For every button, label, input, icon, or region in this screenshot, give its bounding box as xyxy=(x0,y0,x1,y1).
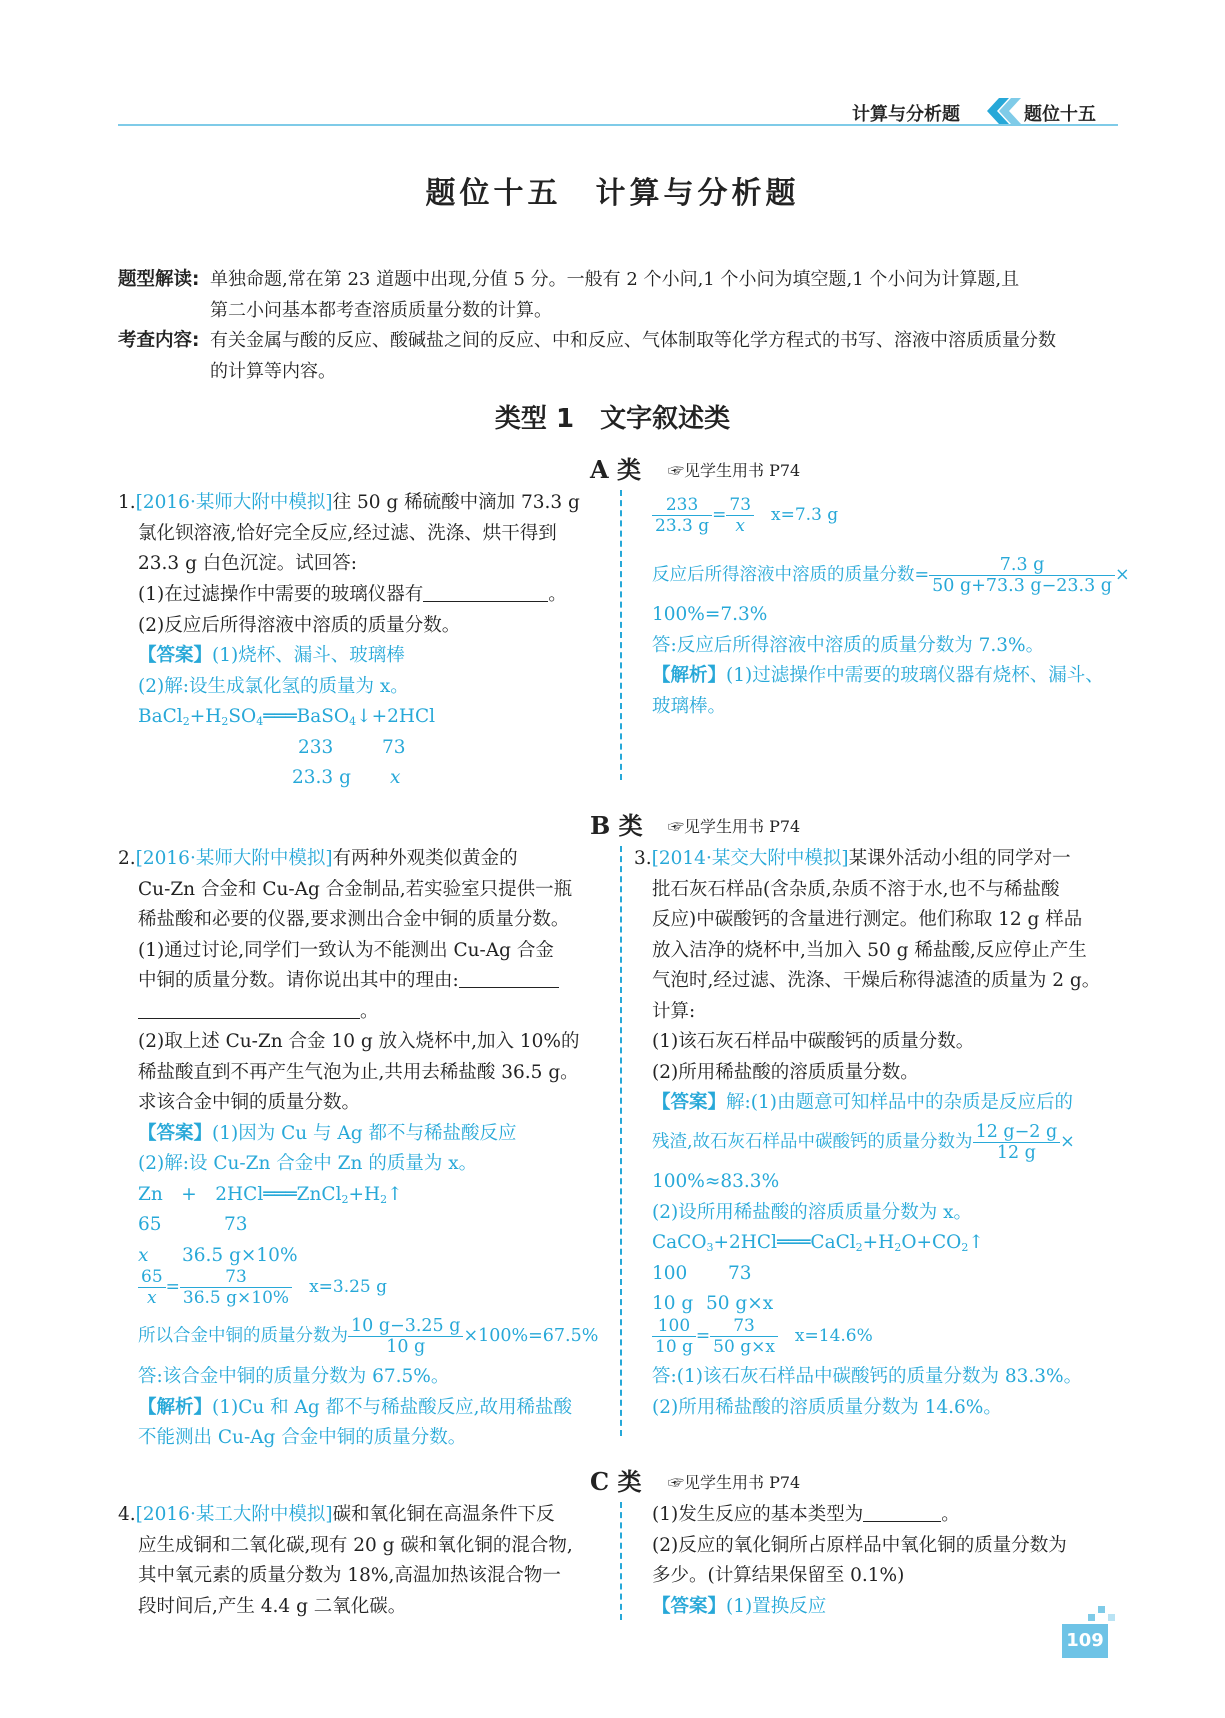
q3-line5: 气泡时,经过滤、洗涤、干燥后称得滤渣的质量为 2 g。 xyxy=(652,970,1101,991)
pointing-hand-icon: ☞ xyxy=(668,461,685,480)
q1-answer2: (2)解:设生成氯化氢的质量为 x。 xyxy=(138,676,409,697)
q2-ratio-row1b: 73 xyxy=(224,1214,248,1235)
page-title: 题位十五 计算与分析题 xyxy=(425,176,800,211)
intro-text-1b: 第二小问基本都考查溶质质量分数的计算。 xyxy=(210,300,552,321)
q4-right3: 多少。(计算结果保留至 0.1%) xyxy=(652,1565,905,1586)
q2-line3: 稀盐酸和必要的仪器,要求测出合金中铜的质量分数。 xyxy=(138,909,570,930)
double-chevron-icon xyxy=(985,96,1025,126)
intro-label-2: 考查内容: xyxy=(118,330,200,351)
q3-ratio-row1a: 100 xyxy=(652,1263,688,1284)
q2-blank-1[interactable] xyxy=(459,969,559,988)
intro-text-2b: 的计算等内容。 xyxy=(210,361,336,382)
q2-source: [2016·某师大附中模拟] xyxy=(135,848,333,869)
q1-line4: (1)在过滤操作中需要的玻璃仪器有 。 xyxy=(138,584,567,605)
q1-line3: 23.3 g 白色沉淀。试回答: xyxy=(138,553,358,574)
q1-answer1: 【答案】(1)烧杯、漏斗、玻璃棒 xyxy=(138,645,405,666)
pointing-hand-icon: ☞ xyxy=(668,1473,685,1492)
q2-line8: 稀盐酸直到不再产生气泡为止,共用去稀盐酸 36.5 g。 xyxy=(138,1062,579,1083)
q1-line2: 氯化钡溶液,恰好完全反应,经过滤、洗涤、烘干得到 xyxy=(138,523,557,544)
q2-line6: 。 xyxy=(138,997,379,1028)
q2-line9: 求该合金中铜的质量分数。 xyxy=(138,1092,361,1113)
q2-ratio-row2a: x xyxy=(138,1245,149,1266)
column-divider-c xyxy=(620,1502,622,1620)
q3-ratio-row1b: 73 xyxy=(728,1263,752,1284)
ref-c: ☞见学生用书 P74 xyxy=(668,1473,801,1492)
q2-copper-fraction: 所以合金中铜的质量分数为 $\frac{10 g-3.25 g}{10 g}$ ×100%=67.5% xyxy=(138,1316,599,1357)
q2-line4: (1)通过讨论,同学们一致认为不能测出 Cu-Ag 合金 xyxy=(138,940,554,961)
q3-line3: 反应)中碳酸钙的含量进行测定。他们称取 12 g 样品 xyxy=(652,909,1083,930)
intro-text-1a: 单独命题,常在第 23 道题中出现,分值 5 分。一般有 2 个小问,1 个小问为填空题,1 个小问为计算题,且 xyxy=(210,269,1020,290)
q3-answer3: 100%≈83.3% xyxy=(652,1171,780,1192)
header-right-text: 题位十五 xyxy=(1024,104,1096,125)
q2-line1: 2.[2016·某师大附中模拟]有两种外观类似黄金的 xyxy=(118,848,518,869)
q1-source: [2016·某师大附中模拟] xyxy=(135,492,333,513)
q2-ratio-row1a: 65 xyxy=(138,1214,162,1235)
q4-right1: (1)发生反应的基本类型为 。 xyxy=(652,1504,960,1525)
column-divider-b xyxy=(620,846,622,1436)
q3-line7: (1)该石灰石样品中碳酸钙的质量分数。 xyxy=(652,1031,975,1052)
q2-analysis1: 【解析】(1)Cu 和 Ag 都不与稀盐酸反应,故用稀盐酸 xyxy=(138,1397,573,1418)
q2-blank-2[interactable] xyxy=(138,1000,360,1019)
header-left-text: 计算与分析题 xyxy=(852,104,960,125)
column-divider-a xyxy=(620,490,622,780)
q2-equation: Zn + $2HCl═══ZnCl_2+H_2↑$ xyxy=(138,1184,403,1206)
q1-ratio-row2b: x xyxy=(390,767,401,788)
ref-b: ☞见学生用书 P74 xyxy=(668,817,801,836)
section-c-label: C 类 xyxy=(590,1467,642,1496)
pointing-hand-icon: ☞ xyxy=(668,817,685,836)
q2-line2: Cu-Zn 合金和 Cu-Ag 合金制品,若实验室只提供一瓶 xyxy=(138,879,573,900)
q2-answer2: (2)解:设 Cu-Zn 合金中 Zn 的质量为 x。 xyxy=(138,1153,478,1174)
q2-ratio-row2b: 36.5 g×10% xyxy=(182,1245,298,1266)
q2-line7: (2)取上述 Cu-Zn 合金 10 g 放入烧杯中,加入 10%的 xyxy=(138,1031,580,1052)
q3-final2: (2)所用稀盐酸的溶质质量分数为 14.6%。 xyxy=(652,1397,1002,1418)
q2-final: 答:该合金中铜的质量分数为 67.5%。 xyxy=(138,1366,450,1387)
q3-equation: $CaCO_3+2HCl═══CaCl_2+H_2O+CO_2↑$ xyxy=(652,1232,984,1254)
q2-proportion: $\frac{65}{x}$ = $\frac{73}{36.5 g\times 10\%}$ x=3.25 g xyxy=(138,1267,387,1308)
section-b-label: B 类 xyxy=(590,811,643,840)
q1-final: 答:反应后所得溶液中溶质的质量分数为 7.3%。 xyxy=(652,635,1045,656)
q1-blank[interactable] xyxy=(423,583,548,602)
q4-line1: 4.[2016·某工大附中模拟]碳和氧化铜在高温条件下反 xyxy=(118,1504,555,1525)
q3-ratio-row2a: 10 g xyxy=(652,1293,694,1314)
q3-source: [2014·某交大附中模拟] xyxy=(651,848,849,869)
q4-line2: 应生成铜和二氧化碳,现有 20 g 碳和氧化铜的混合物, xyxy=(138,1535,573,1556)
q1-ratio-row2a: 23.3 g xyxy=(292,767,351,788)
q4-blank[interactable] xyxy=(863,1503,941,1522)
q1-ratio-row1b: 73 xyxy=(382,737,406,758)
q2-answer1: 【答案】(1)因为 Cu 与 Ag 都不与稀盐酸反应 xyxy=(138,1123,517,1144)
q1-line1: 1.[2016·某师大附中模拟]往 50 g 稀硫酸中滴加 73.3 g xyxy=(118,492,580,513)
q3-line2: 批石灰石样品(含杂质,杂质不溶于水,也不与稀盐酸 xyxy=(652,879,1060,900)
q3-final1: 答:(1)该石灰石样品中碳酸钙的质量分数为 83.3%。 xyxy=(652,1366,1083,1387)
q2-line5: 中铜的质量分数。请你说出其中的理由: xyxy=(138,966,559,997)
q4-line3: 其中氧元素的质量分数为 18%,高温加热该混合物一 xyxy=(138,1565,561,1586)
q3-ratio-row2b: 50 g×x xyxy=(706,1293,774,1314)
q3-line8: (2)所用稀盐酸的溶质质量分数。 xyxy=(652,1062,919,1083)
q1-equation: $BaCl_2+H_2SO_4═══BaSO_4↓+2HCl$ xyxy=(138,706,436,728)
type-heading: 类型 1 文字叙述类 xyxy=(494,404,731,434)
page-number: 109 xyxy=(1062,1624,1108,1658)
q1-analysis2: 玻璃棒。 xyxy=(652,696,727,717)
q1-proportion: $\frac{233}{23.3 g}$ = $\frac{73}{x}$ x=7.3 g xyxy=(652,495,838,536)
q4-source: [2016·某工大附中模拟] xyxy=(135,1504,333,1525)
ref-a: ☞见学生用书 P74 xyxy=(668,461,801,480)
q3-answer4: (2)设所用稀盐酸的溶质质量分数为 x。 xyxy=(652,1202,973,1223)
q3-answer1: 【答案】解:(1)由题意可知样品中的杂质是反应后的 xyxy=(652,1092,1073,1113)
q1-analysis1: 【解析】(1)过滤操作中需要的玻璃仪器有烧杯、漏斗、 xyxy=(652,665,1104,686)
q1-ratio-row1a: 233 xyxy=(298,737,334,758)
q4-right2: (2)反应的氧化铜所占原样品中氧化铜的质量分数为 xyxy=(652,1535,1067,1556)
intro-text-2a: 有关金属与酸的反应、酸碱盐之间的反应、中和反应、气体制取等化学方程式的书写、溶液中溶质质量分数 xyxy=(210,330,1056,351)
q1-mass-fraction: 反应后所得溶液中溶质的质量分数= $\frac{7.3 g}{50 g+73.3 g-23.3 g}$ × xyxy=(652,555,1130,596)
q1-mass-fraction-2: 100%=7.3% xyxy=(652,604,768,625)
q3-proportion: $\frac{100}{10 g}$ = $\frac{73}{50 g\times x}$ x=14.6% xyxy=(652,1316,873,1357)
q4-answer1: 【答案】(1)置换反应 xyxy=(652,1596,827,1617)
q3-answer2: 残渣,故石灰石样品中碳酸钙的质量分数为 $\frac{12 g-2 g}{12 g}$ × xyxy=(652,1122,1075,1163)
q4-line4: 段时间后,产生 4.4 g 二氧化碳。 xyxy=(138,1596,407,1617)
q3-line6: 计算: xyxy=(652,1001,696,1022)
q3-line4: 放入洁净的烧杯中,当加入 50 g 稀盐酸,反应停止产生 xyxy=(652,940,1087,961)
q3-line1: 3.[2014·某交大附中模拟]某课外活动小组的同学对一 xyxy=(634,848,1071,869)
q1-line5: (2)反应后所得溶液中溶质的质量分数。 xyxy=(138,615,461,636)
header-rule xyxy=(118,124,1118,126)
q2-analysis2: 不能测出 Cu-Ag 合金中铜的质量分数。 xyxy=(138,1427,467,1448)
intro-label-1: 题型解读: xyxy=(118,269,200,290)
section-a-label: A 类 xyxy=(590,455,641,484)
